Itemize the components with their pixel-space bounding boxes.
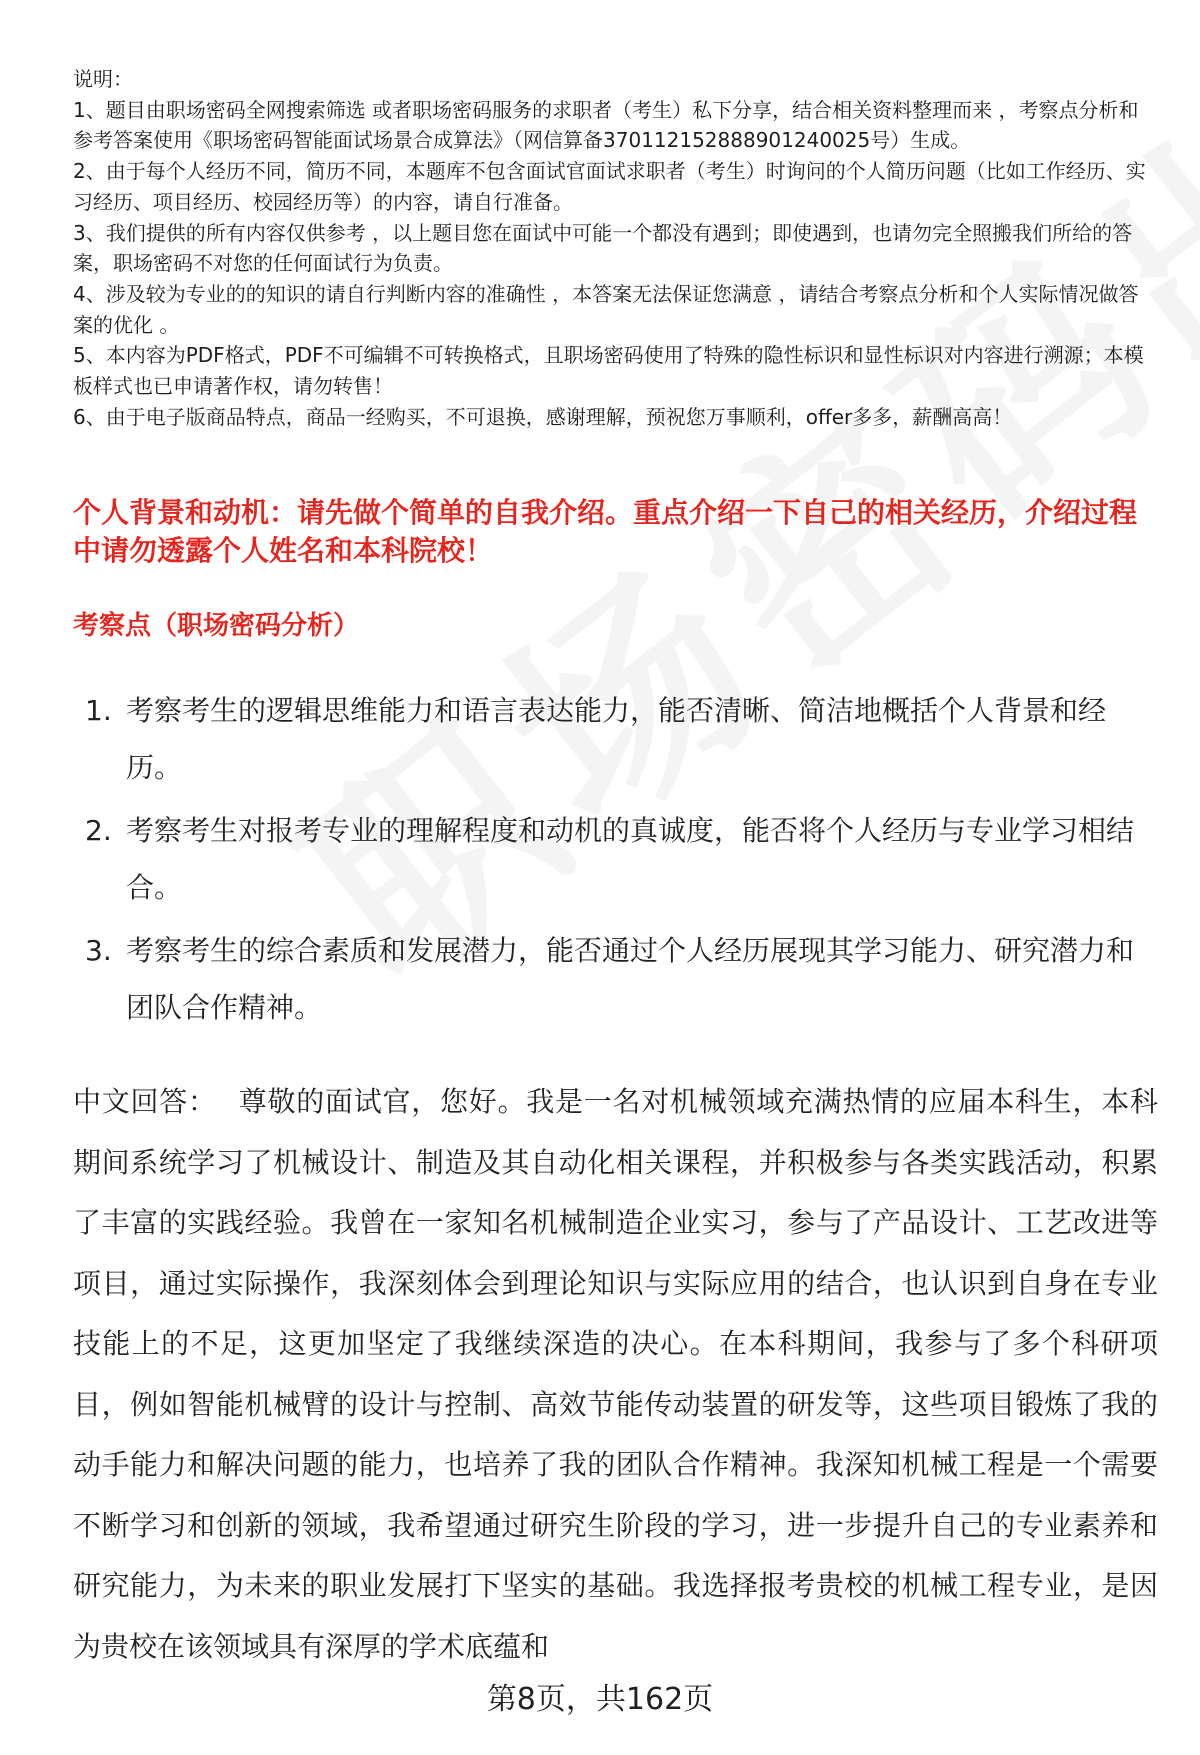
interview-question: 个人背景和动机：请先做个简单的自我介绍。重点介绍一下自己的相关经历，介绍过程中请勿透露个人姓名和本科院校！ [73, 496, 1138, 567]
chinese-answer [73, 1072, 1158, 1677]
point-number: 3. [85, 934, 112, 967]
note-item: 1、题目由职场密码全网搜索筛选 或者职场密码服务的求职者（考生）私下分享，结合相关资料整理而来 ，考察点分析和参考答案使用《职场密码智能面试场景合成算法》（网信算备370112152888901240025号）生成。 [73, 97, 1139, 153]
assessment-heading: 考察点（职场密码分析） [73, 611, 360, 641]
notes-heading: 说明： [73, 67, 133, 91]
point-text: 考察考生对报考专业的理解程度和动机的真诚度，能否将个人经历与专业学习相结合。 [126, 814, 1135, 904]
page-number: 第8页，共162页 [486, 1682, 714, 1717]
answer-label: 中文回答： [73, 1085, 217, 1118]
point-text: 考察考生的逻辑思维能力和语言表达能力，能否清晰、简洁地概括个人背景和经历。 [126, 694, 1107, 784]
assessment-points-list [73, 682, 1153, 1042]
note-item: 6、由于电子版商品特点，商品一经购买，不可退换，感谢理解，预祝您万事顺利，offer多多，薪酬高高！ [73, 404, 1013, 429]
disclaimer-notes [73, 64, 1153, 432]
assessment-point [73, 802, 1153, 916]
note-item: 2、由于每个人经历不同，简历不同，本题库不包含面试官面试求职者（考生）时询问的个人简历问题（比如工作经历、实习经历、项目经历、校园经历等）的内容，请自行准备。 [73, 159, 1146, 214]
point-number: 1. [85, 694, 112, 727]
assessment-point [73, 682, 1153, 796]
point-text: 考察考生的综合素质和发展潜力，能否通过个人经历展现其学习能力、研究潜力和团队合作精神。 [126, 934, 1135, 1024]
answer-text: 尊敬的面试官，您好。我是一名对机械领域充满热情的应届本科生，本科期间系统学习了机械设计、制造及其自动化相关课程，并积极参与各类实践活动，积累了丰富的实践经验。我曾在一家知名机械制造企业实习，参与了产品设计、工艺改进等项目，通过实际操作，我深刻体会到理论知识与实际应用的结合，也认识到自身在专业技能上的不足，这更加坚定了我继续深造的决心。在本科期间，我参与了多个科研项目，例如智能机械臂的设计与控制、高效节能传动装置的研发等，这些项目锻炼了我的动手能力和解决问题的能力，也培养了我的团队合作精神。我深知机械工程是一个需要不断学习和创新的领域，我希望通过研究生阶段的学习，进一步提升自己的专业素养和研究能力，为未来的职业发展打下坚实的基础。我选择报考贵校的机械工程专业，是因为贵校在该领域具有深厚的学术底蕴和 [73, 1085, 1158, 1663]
point-number: 2. [85, 814, 112, 847]
assessment-point [73, 922, 1153, 1036]
note-item: 3、我们提供的所有内容仅供参考 ，以上题目您在面试中可能一个都没有遇到；即使遇到，也请勿完全照搬我们所给的答案，职场密码不对您的任何面试行为负责。 [73, 220, 1133, 276]
note-item: 4、涉及较为专业的的知识的请自行判断内容的准确性 ，本答案无法保证您满意 ，请结合考察点分析和个人实际情况做答案的优化 。 [73, 281, 1139, 337]
note-item: 5、本内容为PDF格式，PDF不可编辑不可转换格式，且职场密码使用了特殊的隐性标识和显性标识对内容进行溯源；本模板样式也已申请著作权，请勿转售！ [73, 343, 1144, 399]
